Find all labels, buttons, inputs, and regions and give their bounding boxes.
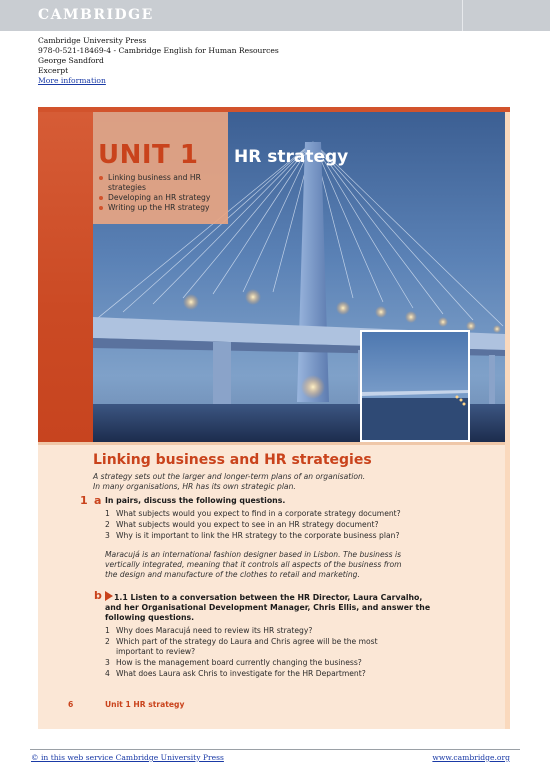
exercise-letter-b: b	[94, 589, 102, 602]
context-line: the design and manufacture of the clothes to retail and marketing.	[105, 570, 360, 579]
footer-divider	[30, 749, 520, 750]
book-page	[38, 107, 510, 729]
bridge-inset-photo	[360, 330, 470, 442]
objective-item: Developing an HR strategy	[98, 193, 228, 203]
copyright-link[interactable]: © in this web service Cambridge University Press	[31, 753, 224, 762]
unit-objectives	[98, 173, 228, 213]
question-item: 3 How is the management board currently changing the business?	[105, 658, 362, 667]
exercise-number: 1	[80, 494, 88, 507]
question-item: 2 What subjects would you expect to see in an HR strategy document?	[105, 520, 379, 529]
unit-number: UNIT 1	[98, 140, 199, 170]
meta-line-isbn: 978-0-521-18469-4 - Cambridge English for Human Resources	[38, 46, 279, 55]
objective-item: Linking business and HR strategies	[98, 173, 228, 193]
exercise-1a-heading: In pairs, discuss the following questions.	[105, 496, 286, 505]
meta-line-author: George Sandford	[38, 56, 104, 65]
book-metadata	[38, 36, 279, 86]
case-context	[105, 550, 402, 580]
exercise-1b-heading: 1.1 Listen to a conversation between the HR Director, Laura Carvalho, and her Organisational Development Manager, Chris Ellis, and answer the following questions.	[105, 593, 431, 622]
cambridge-website-link[interactable]: www.cambridge.org	[432, 753, 510, 762]
context-line: vertically integrated, meaning that it controls all aspects of the business from	[105, 560, 402, 569]
page-number: 6	[68, 700, 74, 709]
intro-line: A strategy sets out the larger and longer-term plans of an organisation.	[93, 472, 366, 481]
exercise-letter-a: a	[94, 494, 102, 507]
cambridge-logo: CAMBRIDGE	[38, 7, 154, 23]
context-line: Maracujá is an international fashion designer based in Lisbon. The business is	[105, 550, 402, 559]
running-footer-title: Unit 1 HR strategy	[105, 700, 185, 709]
unit-title: HR strategy	[234, 147, 349, 167]
question-item: 3 Why is it important to link the HR strategy to the corporate business plan?	[105, 531, 400, 540]
publisher-header-bar	[0, 0, 550, 31]
section-intro	[93, 472, 365, 492]
audio-track-number: 1.1	[114, 593, 128, 602]
header-divider	[462, 0, 463, 31]
objective-item: Writing up the HR strategy	[98, 203, 228, 213]
audio-play-icon[interactable]	[105, 591, 113, 601]
intro-line: In many organisations, HR has its own strategic plan.	[93, 482, 296, 491]
question-item: 4 What does Laura ask Chris to investigate for the HR Department?	[105, 669, 366, 678]
question-item: 2 Which part of the strategy do Laura and Chris agree will be the most important to review?	[105, 637, 378, 656]
question-item: 1 What subjects would you expect to find in a corporate strategy document?	[105, 509, 401, 518]
more-information-link[interactable]: More information	[38, 76, 106, 85]
meta-line-excerpt: Excerpt	[38, 66, 69, 75]
unit-color-band	[38, 112, 93, 442]
section-title: Linking business and HR strategies	[93, 452, 372, 468]
meta-line-publisher: Cambridge University Press	[38, 36, 147, 45]
lesson-content	[38, 445, 510, 729]
question-item: 1 Why does Maracujá need to review its HR strategy?	[105, 626, 313, 635]
